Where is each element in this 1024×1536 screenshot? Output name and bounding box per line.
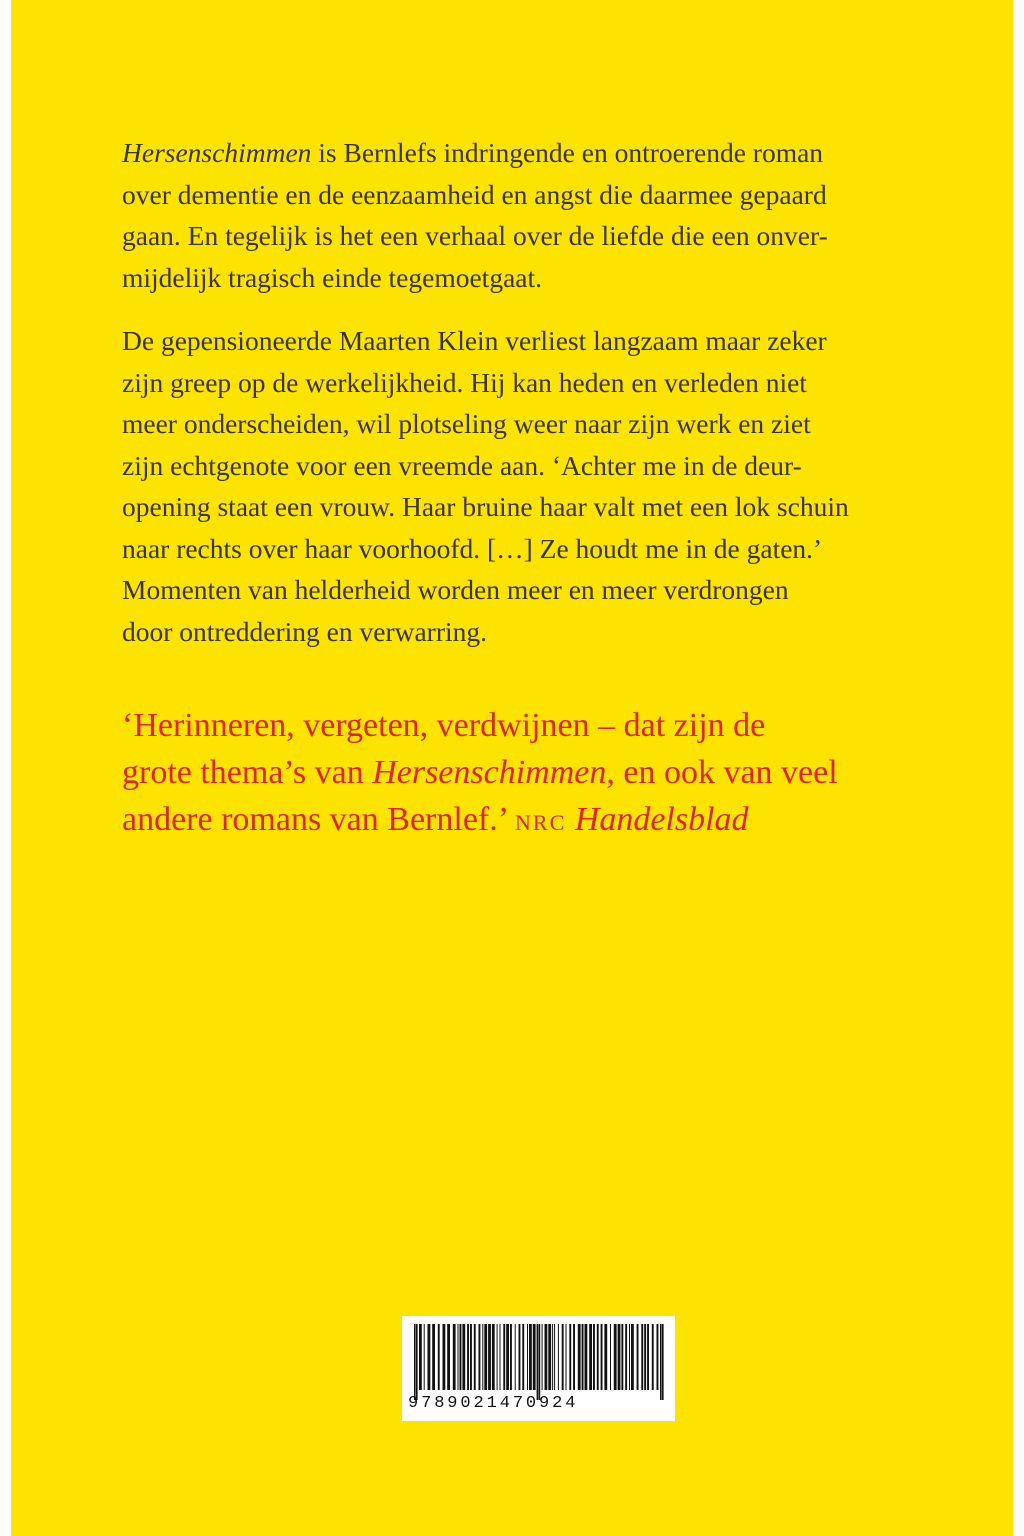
barcode-bar (641, 1324, 643, 1390)
blurb-line (122, 132, 952, 174)
blurb-paragraph-1 (122, 132, 952, 298)
blurb-line: opening staat een vrouw. Haar bruine haar valt met een lok schuin (122, 491, 849, 522)
book-back-cover (11, 0, 1013, 1536)
barcode-guard-bar (537, 1324, 539, 1400)
blurb-line: Momenten van helderheid worden meer en meer verdrongen (122, 574, 789, 605)
barcode-bar (467, 1324, 469, 1390)
barcode-bar (631, 1324, 634, 1390)
barcode-bar (558, 1324, 559, 1390)
barcode-guard-bar (414, 1324, 416, 1400)
barcode-bar (488, 1324, 491, 1390)
barcode-bar (621, 1324, 623, 1390)
barcode-bar (462, 1324, 465, 1390)
isbn-number: 9789021470924 (408, 1394, 579, 1413)
barcode-bar (470, 1324, 472, 1390)
barcode-bar (657, 1324, 659, 1390)
barcode-bar (597, 1324, 599, 1390)
barcode-bar (497, 1324, 498, 1390)
barcode-bar (510, 1324, 512, 1390)
quote-source-smallcaps: NRC (515, 810, 567, 835)
barcode-bar (424, 1324, 425, 1390)
barcode-bar (522, 1324, 524, 1390)
barcode-bar (569, 1324, 571, 1390)
quote-text: , en ook van veel (606, 754, 838, 791)
barcode-bar (644, 1324, 646, 1390)
quote-text: andere romans van Bernlef.’ (122, 801, 516, 838)
blurb-line: zijn greep op de werkelijkheid. Hij kan heden en verleden niet (122, 366, 807, 398)
barcode-bar (625, 1324, 627, 1390)
barcode-bar (647, 1324, 649, 1390)
blurb-line: De gepensioneerde Maarten Klein verliest langzaam maar zeker (122, 325, 827, 356)
blurb-line: gaan. En tegelijk is het een verhaal over de liefde die een onver- (122, 220, 828, 251)
quote-text: grote thema’s van (122, 754, 373, 791)
book-title-italic: Hersenschimmen (122, 137, 312, 168)
barcode-guard-bar (662, 1324, 664, 1400)
quote-line (122, 749, 952, 796)
blurb-paragraph-2 (122, 320, 952, 652)
barcode-bar (533, 1324, 536, 1390)
barcode-bar (484, 1324, 487, 1390)
barcode-bar (506, 1324, 509, 1390)
barcode-bar (548, 1324, 551, 1390)
blurb-line-text: is Bernlefs indringende en ontroerende roman (311, 137, 824, 168)
blurb-text (122, 132, 952, 652)
barcode-bar (519, 1324, 521, 1390)
barcode-bar (428, 1324, 431, 1390)
barcode-guard-bar (539, 1324, 541, 1400)
barcode-bar (443, 1324, 446, 1390)
barcode-bar (554, 1324, 555, 1390)
barcode-bar (593, 1324, 595, 1390)
barcode-bar (500, 1324, 501, 1390)
blurb-line: meer onderscheiden, wil plotseling weer naar zijn werk en ziet (122, 408, 811, 439)
barcode-bar (629, 1324, 630, 1390)
barcode-bar (453, 1324, 456, 1390)
barcode-bar (460, 1324, 462, 1390)
quote-line (122, 796, 952, 846)
barcode-bar (585, 1324, 588, 1390)
quote-source-italic: Handelsblad (574, 801, 749, 838)
barcode-bar (562, 1324, 564, 1390)
barcode-bar (527, 1324, 528, 1390)
barcode-bar (529, 1324, 532, 1390)
barcode-bar (515, 1324, 516, 1390)
isbn-barcode (402, 1316, 675, 1421)
barcode-bar (438, 1324, 440, 1390)
barcode-bar (573, 1324, 575, 1390)
barcode-bar (503, 1324, 505, 1390)
barcode-bar (552, 1324, 553, 1390)
barcode-bar (610, 1324, 611, 1390)
review-quote (122, 702, 952, 846)
barcode-bar (447, 1324, 450, 1390)
barcode-bar (474, 1324, 476, 1390)
book-title-italic: Hersenschimmen (372, 754, 607, 791)
barcode-bar (566, 1324, 567, 1390)
barcode-bar (614, 1324, 617, 1390)
barcode-guard-bar (416, 1324, 418, 1400)
blurb-line: zijn echtgenote voor een vreemde aan. ‘Achter me in de deur- (122, 449, 802, 481)
blurb-line: mijdelijk tragisch einde tegemoetgaat. (122, 261, 542, 293)
barcode-bar (482, 1324, 483, 1390)
barcode-bar (542, 1324, 543, 1390)
blurb-line: over dementie en de eenzaamheid en angst die daarmee gepaard (122, 178, 827, 210)
barcode-guard-bar (660, 1324, 662, 1400)
blurb-line: naar rechts over haar voorhoofd. […] Ze houdt me in de gaten.’ (122, 532, 823, 564)
blurb-line: door ontreddering en verwarring. (122, 615, 488, 647)
barcode-bar (545, 1324, 548, 1390)
barcode-bar (601, 1324, 603, 1390)
barcode-bar (492, 1324, 495, 1390)
barcode-bar (578, 1324, 581, 1390)
barcode-bar (652, 1324, 654, 1390)
barcode-bar (582, 1324, 584, 1390)
barcode-bar (458, 1324, 459, 1390)
barcode-bar (618, 1324, 621, 1390)
barcode-bar (419, 1324, 422, 1390)
barcode-bar (432, 1324, 435, 1390)
barcode-bar (604, 1324, 607, 1390)
barcode-bar (589, 1324, 592, 1390)
barcode-bar (479, 1324, 481, 1390)
quote-line: ‘Herinneren, vergeten, verdwijnen – dat zijn de (122, 707, 766, 744)
barcode-bar (637, 1324, 639, 1390)
